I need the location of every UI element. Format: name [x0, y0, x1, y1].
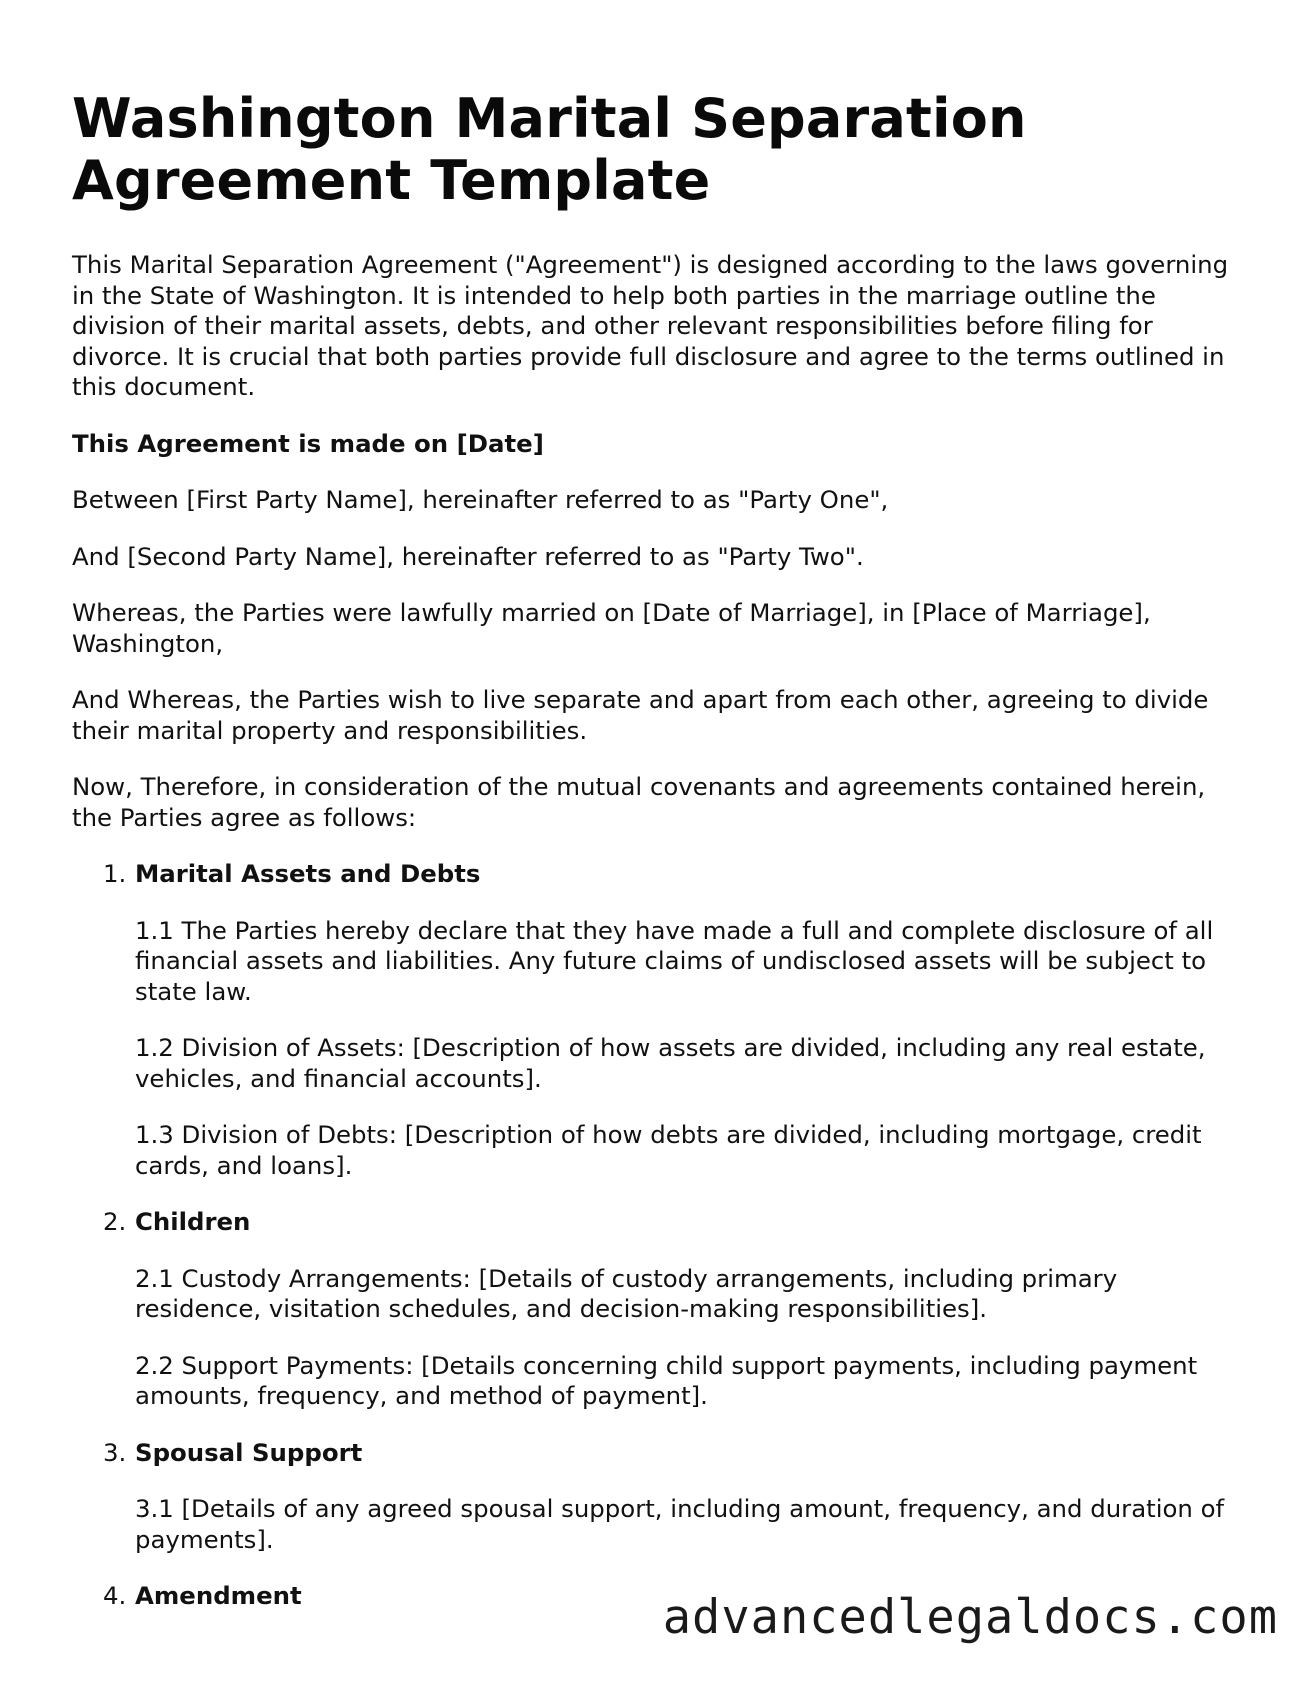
section-heading — [103, 1437, 1242, 1469]
section-number: 3. — [103, 1437, 127, 1467]
section-item — [103, 859, 1242, 1181]
clause: 1.1 The Parties hereby declare that they have made a full and complete disclosure of all financial assets and liabilities. Any future claims of undisclosed assets will be subject to state law. — [135, 915, 1214, 1006]
agreement-date-line: This Agreement is made on [Date] — [72, 428, 544, 458]
whereas-marriage: Whereas, the Parties were lawfully married on [Date of Marriage], in [Place of Marriage], Washington, — [72, 598, 1151, 658]
section-heading — [103, 1207, 1242, 1238]
document-page — [72, 88, 1242, 1638]
watermark-text: advancedlegaldocs.com — [662, 1590, 1278, 1645]
whereas-separation: And Whereas, the Parties wish to live separate and apart from each other, agreeing to divide their marital property and responsibilities. — [72, 685, 1209, 745]
section-item — [103, 1207, 1242, 1412]
sections-list — [72, 859, 1242, 1612]
intro-paragraph: This Marital Separation Agreement ("Agreement") is designed according to the laws governing in the State of Washington. It is intended to help both parties in the marriage outline the division of their marital assets, debts, and other relevant responsibilities before filing for divorce. It is crucial that both parties provide full disclosure and agree to the terms outlined in this document. — [72, 250, 1229, 401]
clause: 3.1 [Details of any agreed spousal support, including amount, frequency, and duration of payments]. — [135, 1494, 1225, 1554]
section-title: Children — [135, 1207, 251, 1236]
section-title: Spousal Support — [135, 1437, 363, 1467]
section-title: Amendment — [135, 1581, 302, 1610]
party-one-line: Between [First Party Name], hereinafter referred to as "Party One", — [72, 485, 889, 514]
section-number: 1. — [103, 859, 127, 888]
section-number: 4. — [103, 1581, 127, 1610]
party-two-line: And [Second Party Name], hereinafter referred to as "Party Two". — [72, 541, 864, 571]
clause: 1.3 Division of Debts: [Description of how debts are divided, including mortgage, credit cards, and loans]. — [135, 1120, 1202, 1180]
section-number: 2. — [103, 1207, 127, 1236]
section-title: Marital Assets and Debts — [135, 859, 481, 888]
document-title: Washington Marital Separation Agreement Template — [72, 87, 1027, 212]
section-item — [103, 1437, 1242, 1556]
section-heading — [103, 859, 1242, 890]
clause: 1.2 Division of Assets: [Description of how assets are divided, including any real estate, vehicles, and financial accounts]. — [135, 1033, 1206, 1093]
clause: 2.2 Support Payments: [Details concerning child support payments, including payment amounts, frequency, and method of payment]. — [135, 1350, 1198, 1410]
clause: 2.1 Custody Arrangements: [Details of custody arrangements, including primary residence, visitation schedules, and decision-making responsibilities]. — [135, 1263, 1118, 1323]
now-therefore: Now, Therefore, in consideration of the mutual covenants and agreements contained herein, the Parties agree as follows: — [72, 772, 1206, 832]
